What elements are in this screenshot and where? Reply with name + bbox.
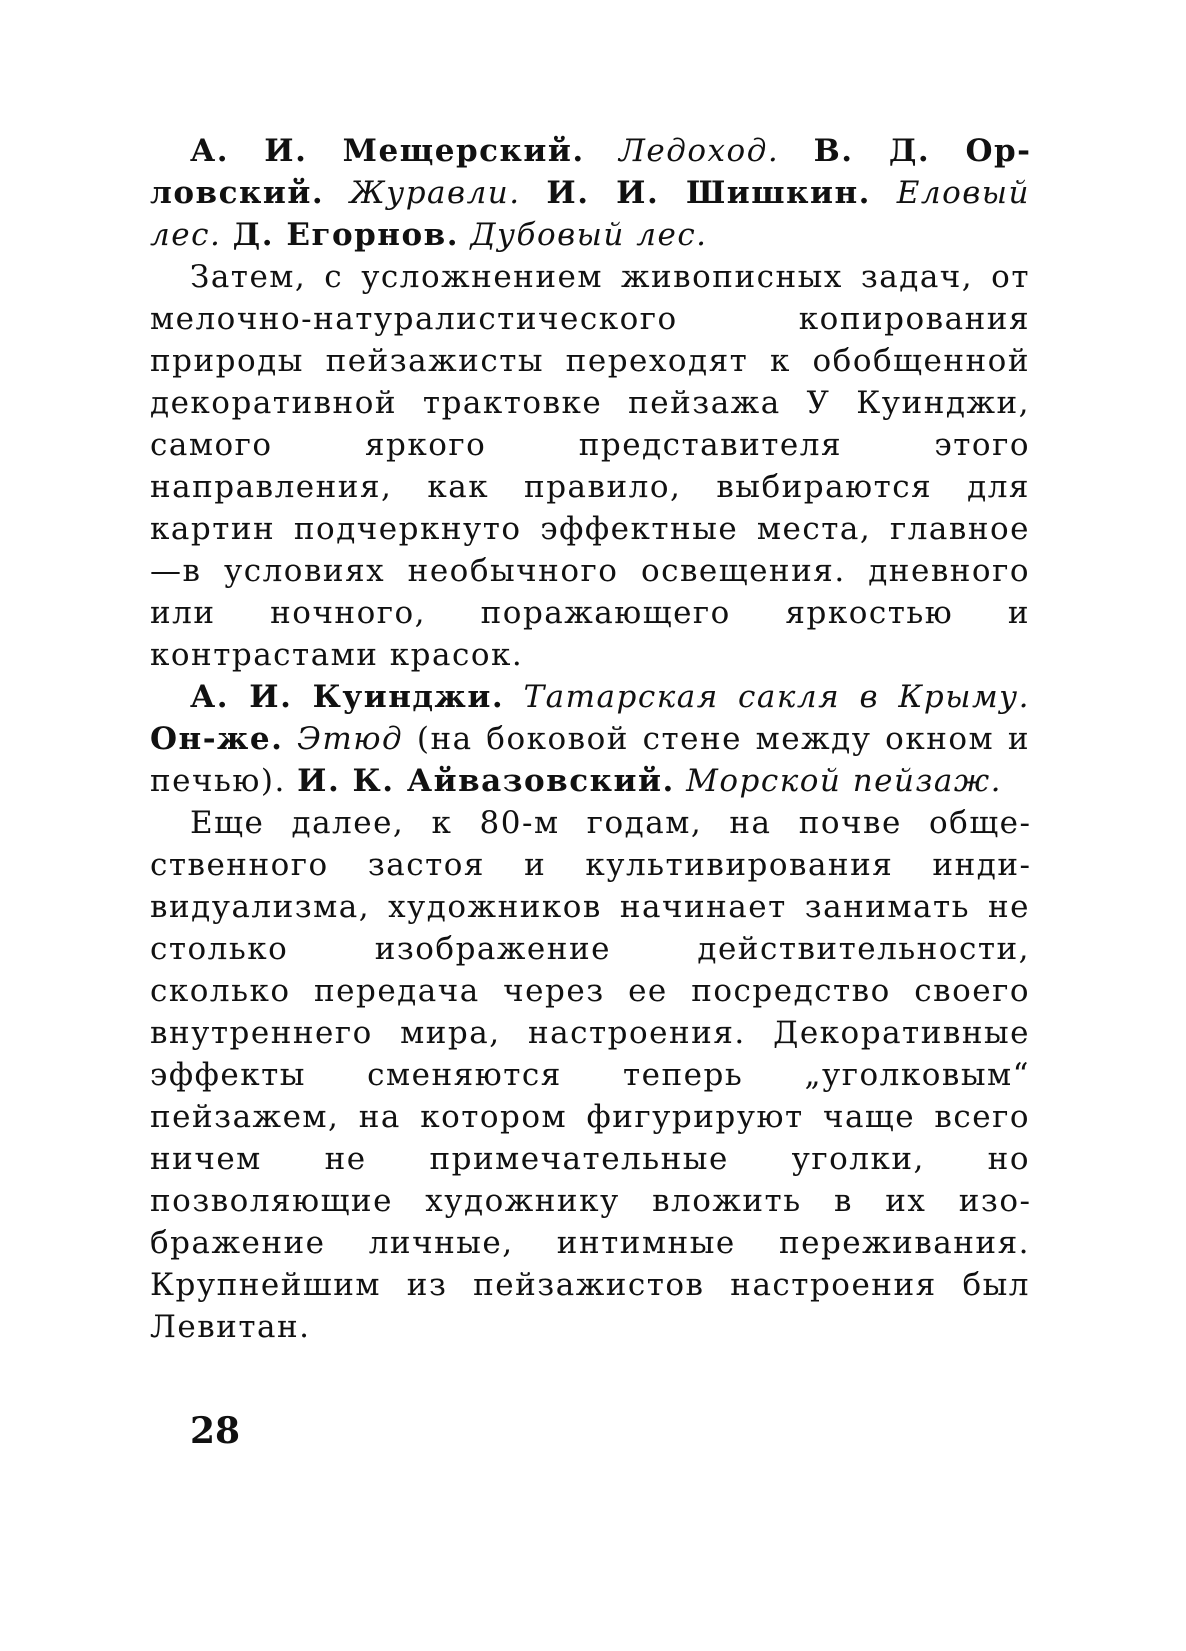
text-run: (на боковой стене между окном и печью).: [150, 721, 1031, 799]
text-run: [521, 175, 547, 211]
text-run: [779, 133, 813, 169]
artwork-title: Морской пейзаж.: [686, 763, 1002, 799]
text-run: [504, 679, 523, 715]
text-run: [324, 175, 350, 211]
artist-name: В. Д. Орловский.: [150, 133, 1031, 211]
paragraph-artworks-1: [150, 130, 1030, 256]
artist-name: Он-же.: [150, 721, 284, 757]
artist-name: А. И. Мещерский.: [190, 133, 585, 169]
artwork-title: Татарская сакля в Крыму.: [523, 679, 1030, 715]
artwork-title: Этюд: [297, 721, 404, 757]
artwork-title: Журавли.: [349, 175, 521, 211]
artwork-title: Ледоход.: [619, 133, 780, 169]
body-text: Затем, с усложнением живописных задач, от мелочно-натуралистического копирования природы пейзажисты переходят к обобщенной декоративной трактовке пейзажа У Куинджи, самого яркого представителя этого направления, как правило, выбираются для картин подчеркнуто эффектные места, главное—в условиях необычного освещения. дневного или ночного, поражающего яркостью и контрастами красок.: [150, 259, 1030, 673]
page-body: [150, 130, 1030, 1348]
artist-name: А. И. Куинджи.: [190, 679, 505, 715]
artist-name: И. И. Шишкин.: [546, 175, 871, 211]
page-number: 28: [190, 1410, 241, 1452]
artist-name: Д. Егорнов.: [232, 217, 459, 253]
text-run: [283, 721, 297, 757]
artist-name: И. К. Айвазовский.: [297, 763, 675, 799]
paragraph-decorative-landscape: [150, 256, 1030, 676]
text-run: [871, 175, 897, 211]
text-run: [459, 217, 470, 253]
artwork-title: Еловый лес.: [150, 175, 1031, 253]
text-run: [585, 133, 619, 169]
text-run: [675, 763, 686, 799]
artwork-title: Дубовый лес.: [470, 217, 708, 253]
paragraph-artworks-2: [150, 676, 1030, 802]
text-run: [221, 217, 232, 253]
body-text: Еще далее, к 80-м годам, на почве общественного застоя и культивирования индивидуализма, художников начинает занимать не столько изображение действительности, сколько передача через ее посредство своего внутреннего мира, настроения. Декоративные эффекты сменяются теперь „уголковым“ пейзажем, на котором фигурируют чаще всего ничем не примечательные уголки, но позволяющие художнику вложить в их изображение личные, интимные переживания. Крупнейшим из пейзажистов настроения был Левитан.: [150, 805, 1030, 1345]
paragraph-mood-landscape: [150, 802, 1030, 1348]
